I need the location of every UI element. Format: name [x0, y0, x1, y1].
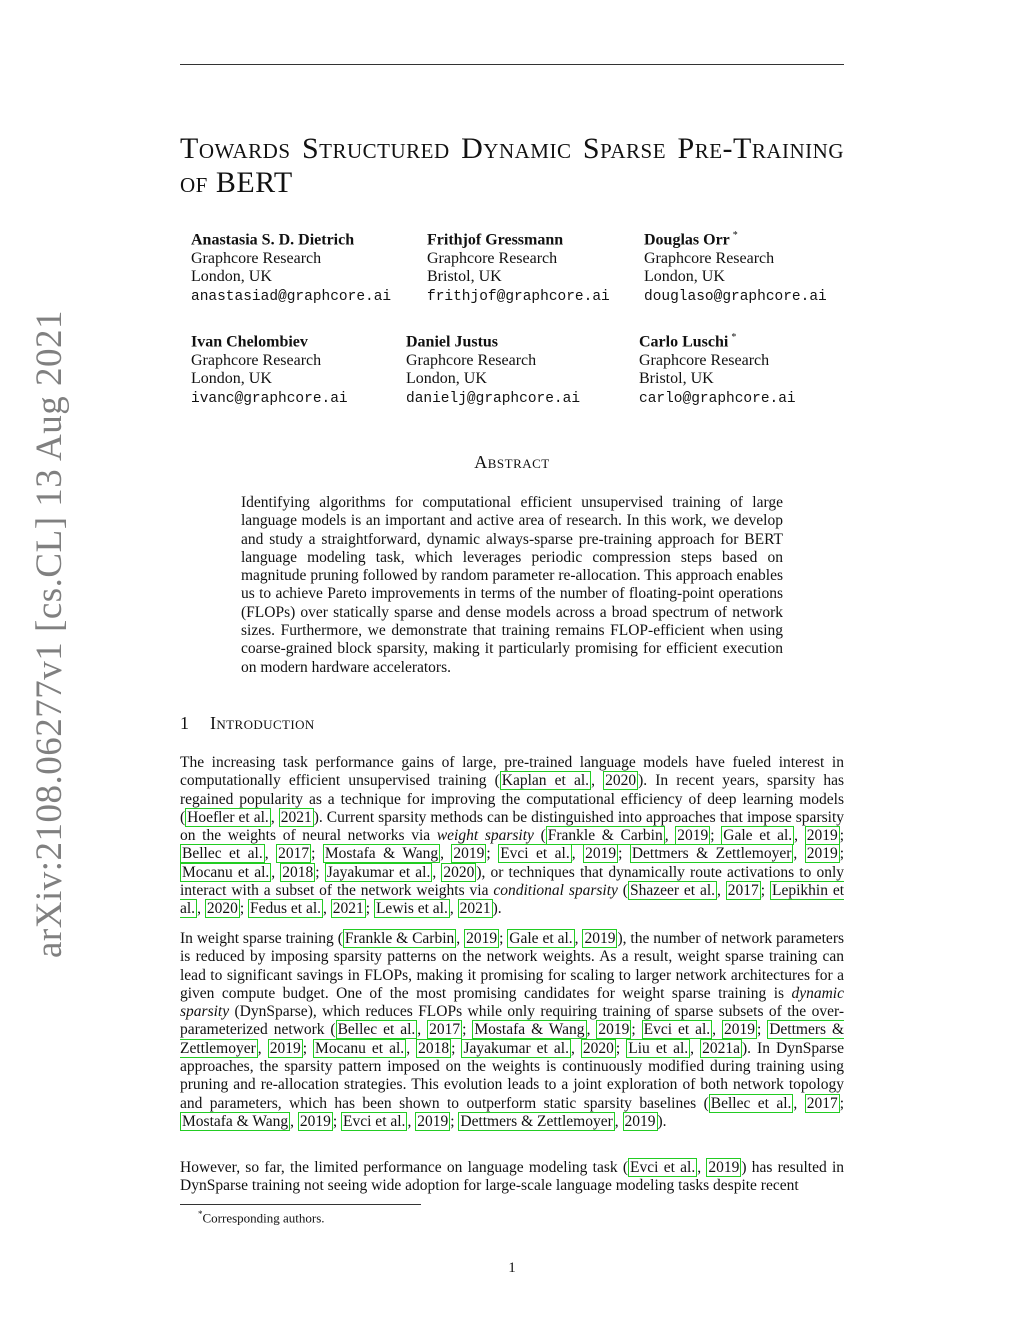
citation-link[interactable]: 2017	[727, 882, 759, 900]
paragraph-text: ,	[793, 1094, 805, 1112]
paragraph-text: ;	[631, 1021, 642, 1039]
citation-link[interactable]: 2019	[708, 1159, 740, 1176]
citation-link[interactable]: Dettmers & Zettlemoyer	[631, 845, 792, 863]
citation-link[interactable]: 2018	[282, 863, 314, 881]
paragraph-text: ). In recent years, sparsity has regained popularity as a technique for improving the computational efficiency of deep learning models (	[180, 772, 845, 826]
citation-link[interactable]: Evci et al.	[343, 1112, 406, 1130]
author-affiliation: Graphcore Research	[427, 249, 558, 267]
body-paragraph	[180, 754, 844, 919]
citation-link[interactable]: 2020	[605, 772, 637, 790]
paragraph-text: ,	[664, 827, 676, 845]
paragraph-text: ). Current sparsity methods can be distinguished into approaches that impose sparsity on the weights of neural networks via	[180, 808, 844, 845]
citation-link[interactable]: Frankle & Carbin	[344, 930, 455, 947]
paragraph-text: ;	[618, 845, 630, 863]
emphasis-text: conditional sparsity	[493, 882, 618, 900]
paragraph-text: ;	[839, 845, 845, 863]
paragraph-text: ;	[462, 1021, 473, 1039]
citation-link[interactable]: 2017	[806, 1094, 838, 1112]
paragraph-text: However, so far, the limited performance on language modeling task (	[180, 1159, 629, 1176]
author-name: Carlo Luschi *	[639, 332, 737, 351]
emphasis-text: weight sparsity	[436, 827, 534, 845]
citation-link[interactable]: Hoefler et al.	[187, 808, 269, 826]
abstract-heading: Abstract	[474, 452, 550, 472]
author-affiliation: Graphcore Research	[639, 351, 770, 369]
citation-link[interactable]: Evci et al.	[630, 1159, 696, 1176]
citation-link[interactable]: 2019	[299, 1112, 331, 1130]
citation-link[interactable]: Lewis et al.	[375, 900, 448, 918]
citation-link[interactable]: 2017	[429, 1021, 461, 1039]
section-title: Introduction	[210, 713, 315, 733]
paragraph-text: ). In DynSparse approaches, the sparsity pattern imposed on the weights is continuously modified during training using pruning and re-allocation strategies. This evolution leads to a joint exploration of both network topology and parameters, which has been shown to outperform static sparsity baselines (	[180, 1039, 845, 1112]
paragraph-text: ;	[615, 1039, 627, 1057]
citation-link[interactable]: Lepikhin et al.	[180, 882, 845, 918]
paragraph-text: (	[617, 882, 628, 900]
page-number: 1	[508, 1260, 516, 1276]
paragraph-text: ;	[315, 863, 325, 881]
citation-link[interactable]: 2021	[280, 808, 312, 826]
author-name: Douglas Orr *	[644, 230, 738, 249]
author-block	[191, 227, 391, 306]
author-email[interactable]: douglaso@graphcore.ai	[644, 288, 827, 305]
paragraph-text: ;	[311, 845, 323, 863]
paragraph-text: ,	[264, 845, 277, 863]
paragraph-text: ) has resulted in DynSparse training not seeing wide adoption for large-scale language modeling tasks despite recent	[180, 1159, 845, 1195]
paragraph-text: ;	[486, 845, 499, 863]
citation-link[interactable]: Gale et al.	[509, 930, 573, 947]
paragraph-text: ,	[697, 1159, 707, 1176]
abstract-text: Identifying algorithms for computational efficient unsupervised training of large language models is an important and active area of research. In this work, we develop and study a straightforward, dynamic always-sparse pre-training approach for BERT language modeling task, which leverages periodic compression steps based on magnitude pruning followed by random parameter re-allocation. This approach enables us to achieve Pareto improvements in terms of the number of floating-point operations (FLOPs) over statically sparse and dense models across a broad spectrum of network sizes. Furthermore, we demonstrate that training remains FLOP-efficient when using coarse-grained block sparsity, making it particularly promising for efficient execution on modern hardware accelerators.	[241, 494, 783, 676]
author-email[interactable]: carlo@graphcore.ai	[639, 390, 796, 407]
paragraph-text: ,	[586, 1021, 597, 1039]
citation-link[interactable]: 2019	[624, 1112, 656, 1130]
paragraph-text: ,	[574, 930, 583, 947]
paragraph-text: ,	[690, 1039, 701, 1057]
citation-link[interactable]: 2019	[806, 845, 838, 863]
citation-link[interactable]: Mocanu et al.	[315, 1039, 405, 1057]
paragraph-text: ,	[290, 1112, 298, 1130]
author-location: Bristol, UK	[427, 268, 502, 286]
paragraph-text: ;	[839, 1094, 845, 1112]
paragraph-text: ,	[323, 900, 331, 918]
citation-link[interactable]: Mocanu et al.	[182, 863, 270, 881]
author-location: London, UK	[191, 268, 272, 286]
footnote	[198, 1209, 325, 1226]
author-location: Bristol, UK	[639, 370, 714, 388]
footnote-rule	[180, 1204, 421, 1205]
citation-link[interactable]: 2021	[332, 900, 364, 918]
paragraph-text: ,	[794, 827, 805, 845]
paragraph-text: ;	[760, 882, 770, 900]
top-rule	[180, 64, 844, 65]
paragraph-text: In weight sparse training (	[180, 930, 343, 947]
footnote-text: Corresponding authors.	[202, 1210, 325, 1226]
author-name: Daniel Justus	[406, 333, 499, 351]
citation-link[interactable]: 2019	[585, 845, 617, 863]
paragraph-text: (DynSparse), which reduces FLOPs while only requiring training of sparse subsets of the over-parameterized network (	[180, 1003, 844, 1039]
paragraph-text: ,	[591, 772, 604, 790]
paragraph-text: ,	[717, 882, 726, 900]
author-email[interactable]: ivanc@graphcore.ai	[191, 390, 348, 407]
citation-link[interactable]: 2017	[278, 845, 310, 863]
section-heading	[180, 713, 315, 734]
section-number: 1	[180, 713, 190, 733]
citation-link[interactable]: Mostafa & Wang	[182, 1112, 289, 1130]
paragraph-text: ).	[657, 1112, 667, 1130]
author-name: Ivan Chelombiev	[191, 333, 308, 351]
author-location: London, UK	[644, 268, 725, 286]
paragraph-text: ), the number of network parameters is reduced by imposing sparsity patterns on the network weights. As a result, weight sparse training can lead to significant savings in FLOPs, making it promising for scaling to larger network architectures for a given compute budget. One of the most promising candidates for weight sparse training is	[180, 930, 845, 1002]
citation-link[interactable]: Mostafa & Wang	[474, 1021, 585, 1039]
citation-link[interactable]: 2019	[806, 827, 838, 845]
paragraph-text: ;	[756, 1021, 768, 1039]
author-email[interactable]: frithjof@graphcore.ai	[427, 288, 610, 305]
paragraph-text: ,	[257, 1039, 268, 1057]
citation-link[interactable]: 2018	[418, 1039, 450, 1057]
citation-link[interactable]: 2019	[677, 827, 709, 845]
paragraph-text: ,	[271, 863, 281, 881]
citation-link[interactable]: Evci et al.	[643, 1021, 711, 1039]
paragraph-text: The increasing task performance gains of large, pre-trained language models have fueled interest in computationally efficient unsupervised training (	[180, 754, 844, 790]
paragraph-text: ,	[197, 900, 205, 918]
paragraph-text: ,	[614, 1112, 623, 1130]
citation-link[interactable]: Fedus et al.	[250, 900, 322, 918]
body-paragraph	[180, 1159, 844, 1196]
author-block	[427, 227, 610, 306]
citation-link[interactable]: 2019	[584, 930, 616, 947]
emphasis-text: dynamic sparsity	[180, 984, 844, 1021]
citation-link[interactable]: 2020	[582, 1039, 614, 1057]
citation-link[interactable]: 2020	[206, 900, 238, 918]
citation-link[interactable]: 2019	[417, 1112, 449, 1130]
paragraph-text: (	[533, 827, 546, 845]
paragraph-text: ;	[839, 827, 845, 845]
paragraph-text: ,	[449, 900, 458, 918]
citation-link[interactable]: Dettmers & Zettlemoyer	[460, 1112, 613, 1130]
author-email[interactable]: anastasiad@graphcore.ai	[191, 288, 392, 305]
paragraph-text: ,	[570, 1039, 581, 1057]
arxiv-stamp: arXiv:2108.06277v1 [cs.CL] 13 Aug 2021	[29, 310, 70, 958]
author-name: Frithjof Gressmann	[427, 231, 564, 249]
body-paragraph	[180, 930, 844, 1131]
paper-title: Towards Structured Dynamic Sparse Pre-Training of BERT	[180, 132, 844, 199]
citation-link[interactable]: 2019	[723, 1021, 755, 1039]
citation-link[interactable]: Bellec et al.	[710, 1094, 792, 1112]
citation-link[interactable]: 2020	[443, 863, 475, 881]
paragraph-text: ;	[239, 900, 248, 918]
citation-link[interactable]: Gale et al.	[723, 827, 793, 845]
author-block	[639, 329, 796, 408]
paragraph-text: ,	[417, 1021, 428, 1039]
author-email[interactable]: danielj@graphcore.ai	[406, 390, 581, 407]
citation-link[interactable]: Bellec et al.	[337, 1021, 416, 1039]
citation-link[interactable]: Mostafa & Wang	[324, 845, 439, 863]
citation-link[interactable]: 2019	[598, 1021, 630, 1039]
citation-link[interactable]: Jayakumar et al.	[463, 1039, 569, 1057]
paragraph-text: ;	[302, 1039, 314, 1057]
citation-link[interactable]: 2019	[269, 1039, 301, 1057]
footnote-mark: *	[198, 1209, 203, 1219]
citation-link[interactable]: Bellec et al.	[182, 845, 263, 863]
citation-link[interactable]: 2021	[459, 900, 491, 918]
paragraph-text: ,	[440, 845, 452, 863]
paragraph-text: ;	[499, 930, 508, 947]
author-block	[406, 329, 580, 408]
paragraph-text: ,	[432, 863, 442, 881]
citation-link[interactable]: Dettmers & Zettlemoyer	[180, 1021, 845, 1057]
citation-link[interactable]: Kaplan et al.	[501, 772, 590, 790]
paragraph-text: ;	[710, 827, 722, 845]
author-affiliation: Graphcore Research	[191, 351, 322, 369]
author-location: London, UK	[191, 370, 272, 388]
citation-link[interactable]: 2019	[453, 845, 485, 863]
citation-link[interactable]: Evci et al.	[500, 845, 570, 863]
author-affiliation: Graphcore Research	[191, 249, 322, 267]
paragraph-text: ,	[456, 930, 465, 947]
citation-link[interactable]: 2021a	[702, 1039, 740, 1057]
paragraph-text: ,	[270, 808, 279, 826]
paragraph-text: ,	[407, 1112, 416, 1130]
citation-link[interactable]: Liu et al.	[628, 1039, 689, 1057]
author-block	[644, 227, 827, 306]
author-block	[191, 329, 348, 408]
paragraph-text: ,	[793, 845, 805, 863]
paragraph-text: ,	[406, 1039, 417, 1057]
paragraph-text: ,	[571, 845, 584, 863]
author-name: Anastasia S. D. Dietrich	[191, 231, 355, 249]
paragraph-text: ).	[492, 900, 502, 918]
author-affiliation: Graphcore Research	[644, 249, 775, 267]
author-affiliation: Graphcore Research	[406, 351, 537, 369]
paragraph-text: ;	[451, 1039, 462, 1057]
paragraph-text: ;	[332, 1112, 342, 1130]
citation-link[interactable]: Jayakumar et al.	[326, 863, 431, 881]
citation-link[interactable]: 2019	[466, 930, 498, 947]
paragraph-text: ;	[450, 1112, 459, 1130]
paragraph-text: ), or techniques that dynamically route activations to only interact with a subset of the network weights via	[180, 863, 845, 900]
citation-link[interactable]: Frankle & Carbin	[547, 827, 663, 845]
paragraph-text: ;	[365, 900, 374, 918]
citation-link[interactable]: Shazeer et al.	[629, 882, 716, 900]
author-location: London, UK	[406, 370, 487, 388]
paragraph-text: ,	[712, 1021, 722, 1039]
